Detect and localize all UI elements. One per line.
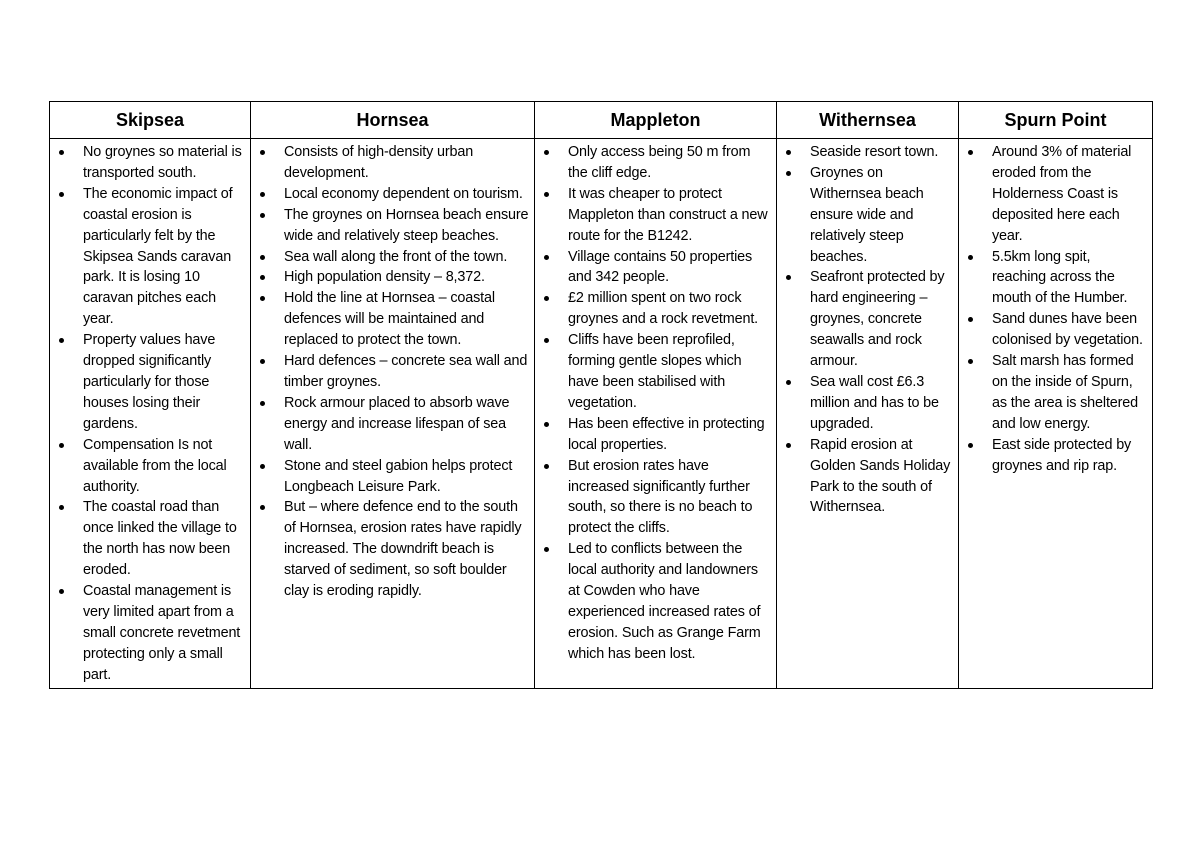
list-item: Coastal management is very limited apart from a small concrete revetment protecting only a small part. bbox=[54, 581, 246, 686]
list-item: Around 3% of material eroded from the Holderness Coast is deposited here each year. bbox=[963, 142, 1148, 247]
bullet-list-spurn-point bbox=[963, 142, 1148, 477]
list-item: Sand dunes have been colonised by vegetation. bbox=[963, 309, 1148, 351]
list-item: Property values have dropped significantly particularly for those houses losing their gardens. bbox=[54, 330, 246, 435]
column-heading-mappleton: Mappleton bbox=[535, 102, 777, 139]
list-item: £2 million spent on two rock groynes and a rock revetment. bbox=[539, 288, 772, 330]
list-item: Groynes on Withernsea beach ensure wide and relatively steep beaches. bbox=[781, 163, 954, 268]
column-heading-hornsea: Hornsea bbox=[251, 102, 535, 139]
coastal-management-table bbox=[49, 101, 1153, 689]
cell-withernsea bbox=[777, 139, 959, 689]
list-item: Compensation Is not available from the local authority. bbox=[54, 435, 246, 498]
bullet-list-skipsea bbox=[54, 142, 246, 686]
content-row bbox=[50, 139, 1153, 689]
list-item: 5.5km long spit, reaching across the mouth of the Humber. bbox=[963, 247, 1148, 310]
column-heading-withernsea: Withernsea bbox=[777, 102, 959, 139]
cell-spurn-point bbox=[959, 139, 1153, 689]
list-item: Consists of high-density urban development. bbox=[255, 142, 530, 184]
list-item: Stone and steel gabion helps protect Longbeach Leisure Park. bbox=[255, 456, 530, 498]
list-item: It was cheaper to protect Mappleton than construct a new route for the B1242. bbox=[539, 184, 772, 247]
list-item: High population density – 8,372. bbox=[255, 267, 530, 288]
column-heading-skipsea: Skipsea bbox=[50, 102, 251, 139]
list-item: Only access being 50 m from the cliff edge. bbox=[539, 142, 772, 184]
bullet-list-withernsea bbox=[781, 142, 954, 518]
list-item: Rapid erosion at Golden Sands Holiday Park to the south of Withernsea. bbox=[781, 435, 954, 519]
bullet-list-hornsea bbox=[255, 142, 530, 602]
list-item: But – where defence end to the south of Hornsea, erosion rates have rapidly increased. The downdrift beach is starved of sediment, so soft boulder clay is eroding rapidly. bbox=[255, 497, 530, 602]
cell-hornsea bbox=[251, 139, 535, 689]
list-item: Local economy dependent on tourism. bbox=[255, 184, 530, 205]
list-item: Has been effective in protecting local properties. bbox=[539, 414, 772, 456]
list-item: Cliffs have been reprofiled, forming gentle slopes which have been stabilised with vegetation. bbox=[539, 330, 772, 414]
list-item: Hard defences – concrete sea wall and timber groynes. bbox=[255, 351, 530, 393]
list-item: Sea wall cost £6.3 million and has to be upgraded. bbox=[781, 372, 954, 435]
list-item: Seaside resort town. bbox=[781, 142, 954, 163]
list-item: Seafront protected by hard engineering – groynes, concrete seawalls and rock armour. bbox=[781, 267, 954, 372]
list-item: Salt marsh has formed on the inside of Spurn, as the area is sheltered and low energy. bbox=[963, 351, 1148, 435]
bullet-list-mappleton bbox=[539, 142, 772, 665]
list-item: East side protected by groynes and rip rap. bbox=[963, 435, 1148, 477]
list-item: Rock armour placed to absorb wave energy and increase lifespan of sea wall. bbox=[255, 393, 530, 456]
header-row bbox=[50, 102, 1153, 139]
column-heading-spurn-point: Spurn Point bbox=[959, 102, 1153, 139]
list-item: The economic impact of coastal erosion is particularly felt by the Skipsea Sands caravan park. It is losing 10 caravan pitches each year. bbox=[54, 184, 246, 330]
list-item: Village contains 50 properties and 342 people. bbox=[539, 247, 772, 289]
list-item: Sea wall along the front of the town. bbox=[255, 247, 530, 268]
cell-mappleton bbox=[535, 139, 777, 689]
list-item: Led to conflicts between the local authority and landowners at Cowden who have experienced increased rates of erosion. Such as Grange Farm which has been lost. bbox=[539, 539, 772, 664]
cell-skipsea bbox=[50, 139, 251, 689]
list-item: The groynes on Hornsea beach ensure wide and relatively steep beaches. bbox=[255, 205, 530, 247]
list-item: But erosion rates have increased significantly further south, so there is no beach to protect the cliffs. bbox=[539, 456, 772, 540]
list-item: No groynes so material is transported south. bbox=[54, 142, 246, 184]
list-item: Hold the line at Hornsea – coastal defences will be maintained and replaced to protect the town. bbox=[255, 288, 530, 351]
list-item: The coastal road than once linked the village to the north has now been eroded. bbox=[54, 497, 246, 581]
